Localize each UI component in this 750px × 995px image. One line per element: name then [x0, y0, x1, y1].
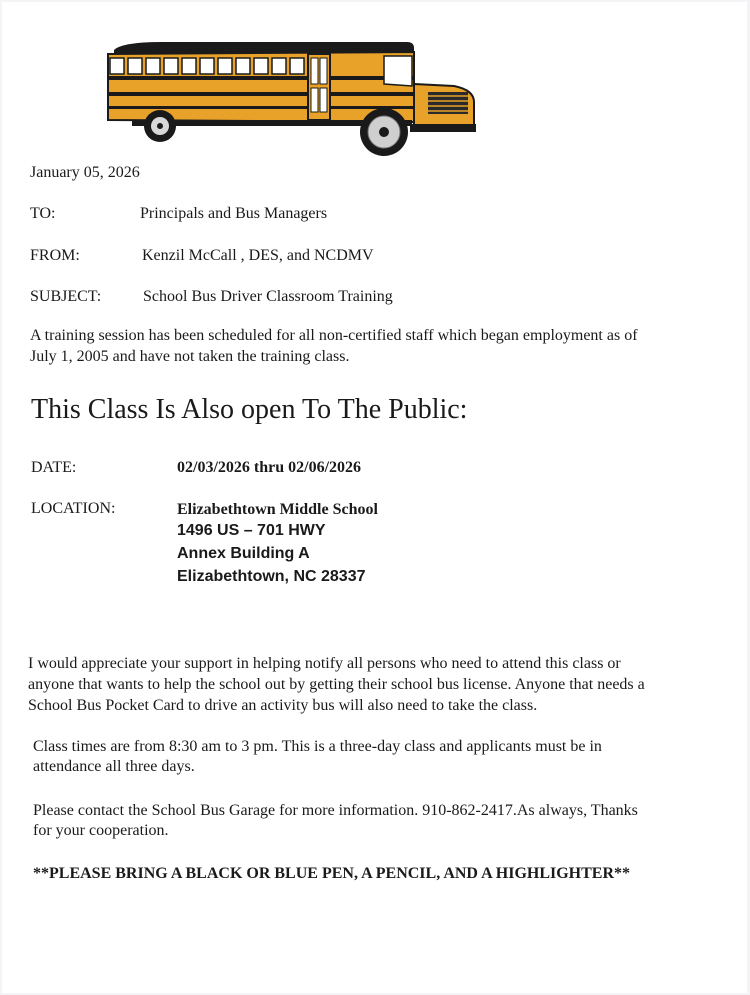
location-name: Elizabethtown Middle School [177, 501, 378, 518]
location-address-2: Annex Building A [177, 545, 310, 562]
intro-line-2: July 1, 2005 and have not taken the training class. [30, 348, 350, 365]
location-label: LOCATION: [31, 500, 116, 517]
school-bus-image [102, 40, 480, 158]
subject-label: SUBJECT: [30, 288, 102, 305]
to-label: TO: [30, 205, 56, 222]
subject-value: School Bus Driver Classroom Training [143, 288, 393, 305]
public-headline: This Class Is Also open To The Public: [31, 394, 468, 425]
intro-line-1: A training session has been scheduled for all non-certified staff which began employment as of [30, 327, 638, 344]
support-line-1: I would appreciate your support in helping notify all persons who need to attend this class or [28, 655, 621, 672]
from-value: Kenzil McCall , DES, and NCDMV [142, 247, 374, 264]
bring-supplies-notice: **PLEASE BRING A BLACK OR BLUE PEN, A PENCIL, AND A HIGHLIGHTER** [33, 865, 631, 882]
times-line-2: attendance all three days. [33, 758, 195, 775]
times-line-1: Class times are from 8:30 am to 3 pm. This is a three-day class and applicants must be in [33, 738, 602, 755]
memo-date: January 05, 2026 [30, 164, 140, 181]
date-label: DATE: [31, 459, 77, 476]
date-value: 02/03/2026 thru 02/06/2026 [177, 459, 362, 476]
contact-line-1: Please contact the School Bus Garage for more information. 910-862-2417.As always, Thanks [33, 802, 638, 819]
contact-line-2: for your cooperation. [33, 822, 169, 839]
support-line-2: anyone that wants to help the school out by getting their school bus license. Anyone that needs a [28, 676, 645, 693]
from-label: FROM: [30, 247, 80, 264]
support-line-3: School Bus Pocket Card to drive an activity bus will also need to take the class. [28, 697, 538, 714]
memo-page [2, 2, 747, 993]
location-address-1: 1496 US – 701 HWY [177, 522, 326, 539]
to-value: Principals and Bus Managers [140, 205, 328, 222]
location-city: Elizabethtown, NC 28337 [177, 568, 366, 585]
